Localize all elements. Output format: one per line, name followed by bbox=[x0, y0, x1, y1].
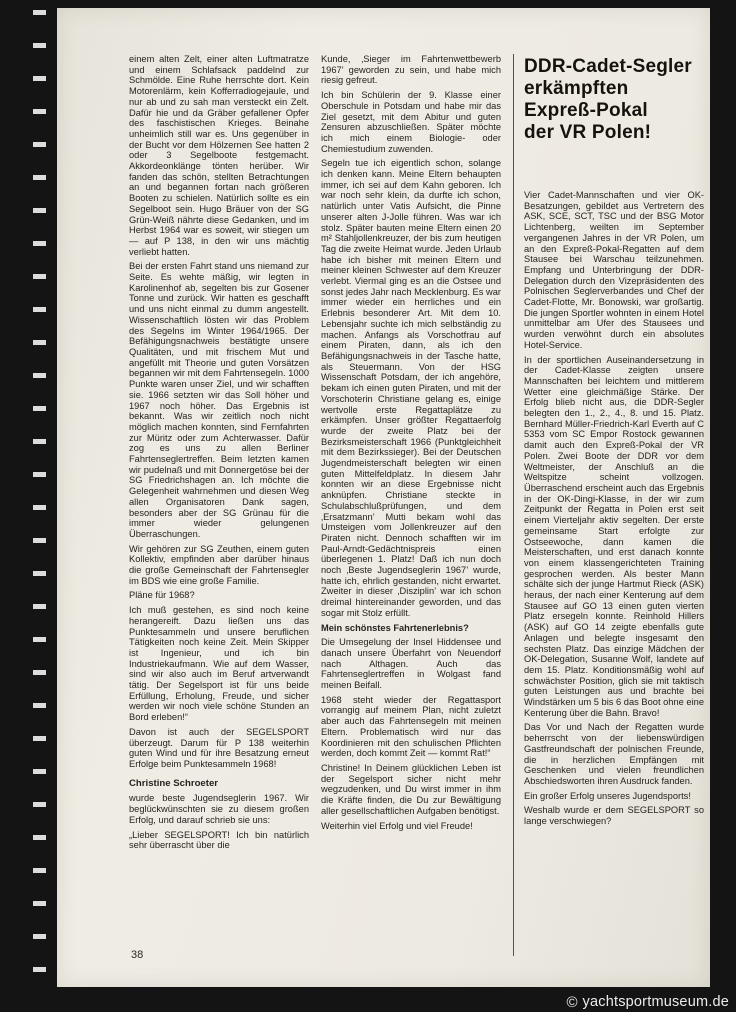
paragraph: Die Umsegelung der Insel Hiddensee und danach unsere Überfahrt von Neuendorf nach Althagen. Auch das Fahrtenseglertreffen in Wolgast fand meinen Beifall. bbox=[321, 637, 501, 691]
page-number: 38 bbox=[131, 949, 144, 961]
paragraph: Bei der ersten Fahrt stand uns niemand zur Seite. Es wehte mäßig, wir legten in Karolinenhof ab, segelten bis zur Gosener Tonne und zurück. Wir hatten es geschafft und uns nicht einmal zu dumm angestellt. Wissenschaftlich lösten wir das Problem des Segelns im Winter 1964/1965. Der Befähigungsnachweis bestätigte unsere Qualitäten, und mit frischem Mut und angefüllt mit Theorie und guten Vorsätzen begannen wir mit dem Fahrtensegeln. 1000 Punkte waren unser Ziel, und wir schafften sie. 1966 setzten wir das Soll höher und 1967 noch höher. Das Ergebnis ist bekannt. Was wir zeitlich noch nicht möglich machen konnten, sind Fernfahrten zur Müritz oder zum Achterwasser. Dafür zog es uns zu allen Berliner Fahrtenseglertreffen. Beim letzten kamen wir pudelnaß und mit Donnergetöse bei der SG Friedrichshagen an. Ich möchte die Gelegenheit wahrnehmen und diesen Weg allen Organisatoren Dank sagen, besonders aber der SG Grünau für die immer wieder gelungenen Überraschungen. bbox=[129, 261, 309, 539]
question-subhead: Mein schönstes Fahrtenerlebnis? bbox=[321, 622, 469, 633]
paragraph: Das Vor und Nach der Regatten wurde beherrscht von der liebenswürdigen Gastfreundschaft der polnischen Freunde, die in herzlichen Empfängen mit Geschenken und vielen freundlichen Abschiedsworten ihren Ausdruck fanden. bbox=[524, 722, 704, 786]
headline-line: erkämpften bbox=[524, 78, 629, 99]
paragraph: Kunde, ‚Sieger im Fahrtenwettbewerb 1967’ geworden zu sein, und habe mich riesig gefreut. bbox=[321, 54, 501, 86]
paragraph: „Lieber SEGELSPORT! Ich bin natürlich sehr überrascht über die bbox=[129, 829, 309, 851]
paragraph: Weiterhin viel Erfolg und viel Freude! bbox=[321, 820, 473, 831]
author-name: Christine Schroeter bbox=[129, 777, 219, 789]
article-content bbox=[57, 8, 710, 956]
paragraph: Christine! In Deinem glücklichen Leben ist der Segelsport sicher nicht mehr wegzudenken, und Du wirst immer in ihm die Kräfte finden, die Du zur Bewältigung aller gesellschaftlichen Aufgaben benötigst. bbox=[321, 763, 501, 816]
paragraph: Pläne für 1968? bbox=[129, 590, 195, 601]
article-column-left bbox=[129, 54, 309, 956]
watermark-text: yachtsportmuseum.de bbox=[582, 994, 729, 1010]
magazine-page bbox=[57, 8, 710, 987]
article-headline bbox=[524, 56, 704, 144]
paragraph: Ein großer Erfolg unseres Jugendsports! bbox=[524, 790, 691, 801]
headline-line: Expreß-Pokal bbox=[524, 100, 648, 121]
watermark bbox=[566, 994, 729, 1010]
paragraph: Wir gehören zur SG Zeuthen, einem guten Kollektiv, empfinden aber darüber hinaus die große Gemeinschaft der Fahrtensegler im BDS wie eine große Familie. bbox=[129, 543, 309, 586]
binding-strip bbox=[33, 10, 46, 986]
article-column-middle bbox=[321, 54, 501, 956]
paragraph: Ich bin Schülerin der 9. Klasse einer Oberschule in Potsdam und habe mir das Ziel gesetzt, mit dem Abitur und guten Zensuren abzuschließen. Später möchte ich mich einem Biologie- oder Chemiestudium zuwenden. bbox=[321, 90, 501, 154]
paragraph: einem alten Zelt, einer alten Luftmatratze und einem Schlafsack paddelnd zur Schmölde. Eine Ruhe herrschte dort. Kein Motorenlärm, kein Kofferradiogejaule, und nur ab und zu sah man versteckt ein Zelt. Dafür hie und da Gräber gefallener Opfer des faschistischen Krieges. Beinahe unheimlich still war es. Uns gegenüber in der Bucht vor dem Hölzernen See hatten 2 oder 3 Segelboote festgemacht. Akkordeonklänge tönten herüber. Wir fanden das schön, stellten Betrachtungen an und begannen fortan nach größeren Booten zu schielen. Natürlich sollte es ein Segelboot sein. Hugo Bräuer von der SG Grün-Weiß nährte diese Gedanken, und im Herbst 1964 war es soweit, wir stiegen um — auf P 138, in den wir uns mächtig verliebt hatten. bbox=[129, 54, 309, 257]
paragraph: Vier Cadet-Mannschaften und vier OK-Besatzungen, gebildet aus Vertretern des ASK, SCE, SCT, TSC und der BSG Motor Lichtenberg, weilten im September vergangenen Jahres in der VR Polen, um an den Expreß-Pokal-Regatten auf dem Stausee bei Warschau teilzunehmen. Empfang und Unterbringung der DDR-Delegation durch den Vizepräsidenten des Polnischen Seglerverbandes und Chef der Cadet-Flotte, Mr. Bonowski, war großartig. Die jungen Sportler wohnten in einem Hotel unmittelbar am Ufer des Stausees und wurden verwöhnt durch ein absolutes Hotel-Service. bbox=[524, 190, 704, 350]
paragraph: Weshalb wurde er dem SEGELSPORT so lange verschwiegen? bbox=[524, 805, 704, 827]
headline-line: der VR Polen! bbox=[524, 122, 652, 143]
paragraph: Ich muß gestehen, es sind noch keine herangereift. Dazu ließen uns das Punktesammeln und unsere beruflichen Tätigkeiten noch keine Zeit. Mein Skipper ist Ingenieur, und ich bin Industriekaufmann. Wie auf dem Wasser, sind wir also auch im Beruf artverwandt tätig. Der Segelsport ist für uns beide Erfüllung, Erholung, Freude, und sicher werden wir noch viele schöne Stunden an Bord erleben!“ bbox=[129, 605, 309, 723]
headline-line: DDR-Cadet-Segler bbox=[524, 56, 692, 77]
paragraph: 1968 steht wieder der Regattasport vorrangig auf meinem Plan, nicht zuletzt aber auch das Fahrtensegeln mit meinen Eltern. Problematisch wird nur das Koordinieren mit den schulischen Pflichten werden, doch kommt Zeit — kommt Rat!“ bbox=[321, 694, 501, 759]
article-column-right bbox=[513, 54, 704, 956]
paragraph: Segeln tue ich eigentlich schon, solange ich denken kann. Meine Eltern behaupten immer, ich sei auf dem Kahn geboren. Ich war noch sehr klein, da durfte ich schon, natürlich unter Vatis Aufsicht, die Pinne unserer alten J-Jolle führen. Was war ich stolz. Später bauten meine Eltern einen 20 m² Stahljollenkreuzer, der bis zum heutigen Tag die zweite Heimat wurde. Jeden Urlaub habe ich bisher mit meinen Eltern und meiner kleinen Schwester auf dem Kreuzer verlebt. Viermal ging es an die Ostsee und sonst jedes Jahr nach Mecklenburg. Es war immer wieder ein herrliches und ein Erlebnis besonderer Art. Mit dem 10. Lebensjahr suchte ich mich selbständig zu machen. Anfangs als Vorschotfrau auf einem Piraten, dann, als ich den Befähigungsnachweis in der Tasche hatte, als Steuermann. Von der HSG Wissenschaft Potsdam, der ich angehöre, bekam ich einen guten Piraten, und mit der Vorschoterin Christiane gelang es, einige wertvolle erste Regattaplätze zu erkämpfen. Unser größter Regattaerfolg wurde der zweite Platz bei der Bezirksmeisterschaft 1966 (Punktgleichheit mit dem Bezirkssieger). Bei der Deutschen Jugendmeisterschaft belegten wir einen guten Mittelfeldplatz. In diesem Jahr konnten wir an diese Ergebnisse nicht anknüpfen. Christiane steckte in Schulabschlußprüfungen, und dem ‚Ersatzmann’ Mutti bekam wohl das Umsteigen vom Jollenkreuzer auf den Piraten nicht. Dennoch schafften wir im Paul-Arndt-Gedächtnispreis einen überlegenen 1. Platz! Daß ich nun doch noch ‚Beste Jugendseglerin 1967’ wurde, hatte ich, ehrlich gestanden, nicht erwartet. Zweiter in dieser ‚Disziplin’ war ich schon dreimal hintereinander geworden, und das sogar mit Stolz erfüllt. bbox=[321, 158, 501, 618]
paragraph: wurde beste Jugendseglerin 1967. Wir beglückwünschten sie zu diesem großen Erfolg, und darauf schrieb sie uns: bbox=[129, 793, 309, 825]
paragraph: Davon ist auch der SEGELSPORT überzeugt. Darum für P 138 weiterhin guten Wind und für ihre Besatzung erneut Erfolge beim Punktesammeln 1968! bbox=[129, 726, 309, 769]
paragraph: In der sportlichen Auseinandersetzung in der Cadet-Klasse zeigten unsere Mannschaften bei leichtem und mittlerem Wetter eine gleichmäßige Stärke. Der Erfolg blieb nicht aus, die DDR-Segler belegten den 1., 2., 4., 8. und 15. Platz. Bernhard Müller-Friedrich-Karl Everth auf C 5353 vom SC Empor Rostock gewannen damit auch den Expreß-Pokal der VR Polen. Zwei Boote der DDR vor dem Weltmeister, der Anschluß an die Weltspitze scheint vollzogen. Überraschend erscheint auch das Ergebnis in der OK-Dingi-Klasse, in der wir zum Zeitpunkt der Regatta in Polen erst seit einem Vierteljahr aktiv segelten. Der erste gemeinsame Start erfolgte zur Ostseewoche, dann kamen die Meisterschaften, und erst danach konnte von einem klassengerichteten Training gesprochen werden. Als bester Mann schälte sich der junge Hartmut Rieck (ASK) heraus, der nach einer Kenterung auf dem Stausee auf GO 13 einen guten vierten Platz ersegeln konnte. Reinhold Hillers (ASK) auf GO 14 zeigte ebenfalls gute Anlagen und belegte insgesamt den sechsten Platz. Das einzige Mädchen der OK-Delegation, Susanne Wolf, landete auf dem 15. Platz. Konditionsmäßig wohl auf schwächster Position, glich sie mit taktisch guten Leistungen aus und brachte bei Windstärken um 5 bis 6 das Boot ohne eine Kenterung über die Bahn. Bravo! bbox=[524, 354, 704, 718]
copyright-icon: © bbox=[566, 993, 578, 1011]
